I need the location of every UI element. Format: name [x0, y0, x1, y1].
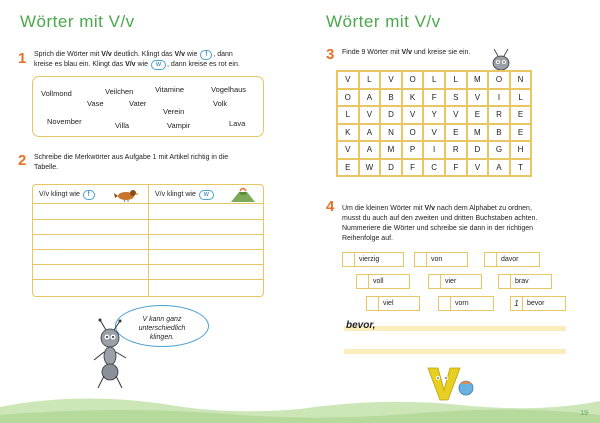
letter-cell[interactable]: E: [337, 159, 359, 177]
word-card[interactable]: viel: [366, 296, 420, 311]
letter-cell[interactable]: L: [423, 71, 445, 89]
letter-cell[interactable]: K: [402, 89, 424, 107]
letter-cell[interactable]: D: [380, 106, 402, 124]
number-slot[interactable]: 1: [511, 297, 523, 310]
volcano-icon: [229, 186, 257, 203]
letter-cell[interactable]: M: [467, 71, 489, 89]
cloud-word[interactable]: Vater: [129, 99, 147, 108]
letter-cell[interactable]: M: [467, 124, 489, 142]
letter-cell[interactable]: V: [337, 71, 359, 89]
task-number-2: 2: [18, 152, 27, 169]
table-row-line: [33, 249, 263, 250]
letter-cell[interactable]: A: [359, 141, 381, 159]
letter-cell[interactable]: W: [359, 159, 381, 177]
word-card[interactable]: brav: [498, 274, 552, 289]
w-sound-bubble: w: [151, 60, 166, 70]
letter-cell[interactable]: Y: [423, 106, 445, 124]
letter-cell[interactable]: T: [510, 159, 532, 177]
letter-cell[interactable]: N: [510, 71, 532, 89]
letter-cell[interactable]: O: [402, 124, 424, 142]
task1-instruction: Sprich die Wörter mit V/v deutlich. Klingt das V/v wie f , dann kreise es blau ein. Klingt das V/v wie w , dann kreise es rot ein.: [34, 51, 240, 68]
word-card[interactable]: vorn: [438, 296, 494, 311]
letter-cell[interactable]: R: [445, 141, 467, 159]
letter-cell[interactable]: S: [445, 89, 467, 107]
number-slot[interactable]: [357, 275, 369, 288]
letter-cell[interactable]: O: [402, 71, 424, 89]
number-slot[interactable]: [367, 297, 379, 310]
letter-cell[interactable]: L: [359, 71, 381, 89]
page-number-right: 19: [580, 410, 588, 417]
letter-cell[interactable]: V: [423, 124, 445, 142]
letter-cell[interactable]: E: [510, 106, 532, 124]
word-card[interactable]: vierzig: [342, 252, 404, 267]
w-sound-bubble: w: [199, 190, 214, 200]
ant-mascot-illustration: [88, 318, 136, 390]
letter-cell[interactable]: K: [337, 124, 359, 142]
letter-cell[interactable]: P: [402, 141, 424, 159]
table-row-line: [33, 219, 263, 220]
letter-cell[interactable]: N: [380, 124, 402, 142]
letter-cell[interactable]: L: [510, 89, 532, 107]
answer-line[interactable]: [344, 326, 566, 331]
cloud-word[interactable]: Villa: [115, 121, 130, 130]
number-slot[interactable]: [343, 253, 355, 266]
letter-cell[interactable]: A: [359, 89, 381, 107]
word-card[interactable]: vier: [428, 274, 482, 289]
cloud-word[interactable]: Verein: [163, 107, 185, 116]
page-title-left: Wörter mit V/v: [20, 12, 135, 31]
letter-cell[interactable]: F: [402, 159, 424, 177]
cloud-word[interactable]: November: [47, 117, 82, 126]
word-card[interactable]: von: [414, 252, 468, 267]
table-row-line: [33, 264, 263, 265]
letter-cell[interactable]: B: [380, 89, 402, 107]
letter-cell[interactable]: V: [467, 89, 489, 107]
letter-cell[interactable]: V: [445, 106, 467, 124]
word-cloud-box: [32, 76, 264, 137]
letter-cell[interactable]: L: [445, 71, 467, 89]
letter-cell[interactable]: I: [423, 141, 445, 159]
task-number-1: 1: [18, 50, 27, 67]
letter-cell[interactable]: I: [488, 89, 510, 107]
letter-cell[interactable]: D: [467, 141, 489, 159]
number-slot[interactable]: [429, 275, 441, 288]
letter-cell[interactable]: R: [488, 106, 510, 124]
letter-cell[interactable]: V: [467, 159, 489, 177]
letter-cell[interactable]: B: [488, 124, 510, 142]
number-slot[interactable]: [485, 253, 497, 266]
number-slot[interactable]: [439, 297, 451, 310]
letter-cell[interactable]: E: [510, 124, 532, 142]
merkwoerter-table: [32, 184, 264, 297]
cloud-word[interactable]: Veilchen: [105, 87, 134, 96]
cloud-word[interactable]: Vampir: [167, 121, 191, 130]
letter-cell[interactable]: D: [380, 159, 402, 177]
cloud-word[interactable]: Vase: [87, 99, 104, 108]
letter-cell[interactable]: G: [488, 141, 510, 159]
task4-instruction: Um die kleinen Wörter mit V/v nach dem Alphabet zu ordnen, musst du auch auf den zweiten und dritten Buchstaben achten. Nummeriere die Wörter und schreibe sie dann in der richtigen Reihenfolge auf.: [342, 205, 538, 242]
answer-line[interactable]: [344, 349, 566, 354]
letter-cell[interactable]: F: [423, 89, 445, 107]
page-title-right: Wörter mit V/v: [326, 12, 441, 31]
letter-search-grid: [336, 70, 532, 177]
table-row-line: [33, 234, 263, 235]
table-header-f: V/v klingt wie f: [39, 190, 96, 200]
letter-cell[interactable]: V: [380, 71, 402, 89]
letter-cell[interactable]: A: [488, 159, 510, 177]
task-number-4: 4: [326, 198, 335, 215]
letter-cell[interactable]: M: [380, 141, 402, 159]
letter-cell[interactable]: H: [510, 141, 532, 159]
cloud-word[interactable]: Lava: [229, 119, 246, 128]
table-header-w: V/v klingt wie w: [155, 190, 215, 200]
letter-cell[interactable]: V: [337, 141, 359, 159]
task2-instruction: Schreibe die Merkwörter aus Aufgabe 1 mit Artikel richtig in die Tabelle.: [34, 154, 229, 171]
word-card[interactable]: 1 bevor: [510, 296, 566, 311]
letter-cell[interactable]: F: [445, 159, 467, 177]
letter-cell[interactable]: L: [337, 106, 359, 124]
letter-cell[interactable]: A: [359, 124, 381, 142]
letter-cell[interactable]: E: [445, 124, 467, 142]
letter-cell[interactable]: E: [467, 106, 489, 124]
cloud-word[interactable]: Vollmond: [41, 89, 72, 98]
task3-instruction: Finde 9 Wörter mit V/v und kreise sie ein.: [342, 49, 471, 56]
cloud-word[interactable]: Vitamine: [155, 85, 185, 94]
number-slot[interactable]: [499, 275, 511, 288]
f-sound-bubble: f: [83, 190, 95, 200]
letter-cell[interactable]: V: [359, 106, 381, 124]
answer-example: bevor,: [346, 320, 376, 331]
letter-cell[interactable]: V: [402, 106, 424, 124]
letter-cell[interactable]: C: [423, 159, 445, 177]
ant-peeking-illustration: [486, 48, 516, 72]
number-slot[interactable]: [415, 253, 427, 266]
task-number-3: 3: [326, 46, 335, 63]
bottom-hills-decoration: [0, 385, 600, 423]
word-card[interactable]: davor: [484, 252, 540, 267]
word-card[interactable]: voll: [356, 274, 410, 289]
letter-cell[interactable]: O: [337, 89, 359, 107]
table-row-line: [33, 279, 263, 280]
f-sound-bubble: f: [200, 50, 212, 60]
bird-icon: [113, 187, 139, 202]
cloud-word[interactable]: Volk: [213, 99, 228, 108]
cloud-word[interactable]: Vogelhaus: [211, 85, 247, 94]
letter-cell[interactable]: O: [488, 71, 510, 89]
speech-bubble: V kann ganz unterschiedlich klingen.: [115, 305, 209, 347]
